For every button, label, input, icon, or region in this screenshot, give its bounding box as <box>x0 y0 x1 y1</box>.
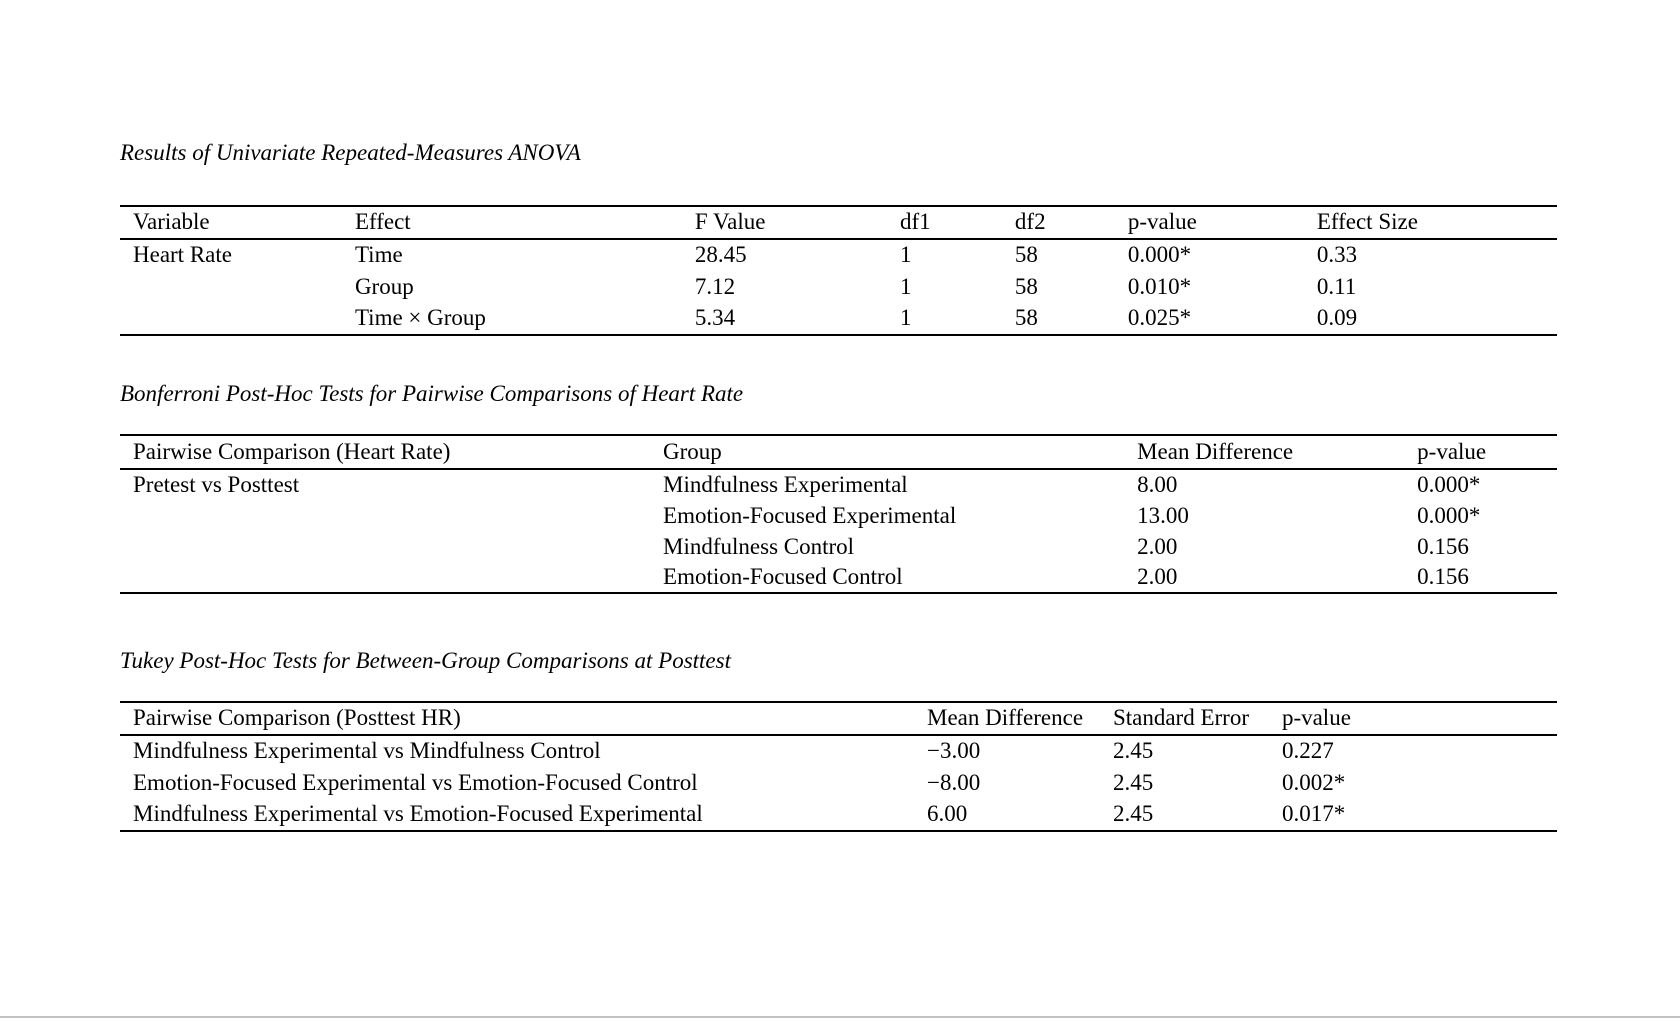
cell-p-value: 0.000* <box>1417 502 1481 528</box>
bonferroni-table-title: Bonferroni Post-Hoc Tests for Pairwise Comparisons of Heart Rate <box>120 380 744 406</box>
table-row <box>120 271 1557 303</box>
cell-p-value: 0.002* <box>1281 769 1346 795</box>
column-header-mean-difference: Mean Difference <box>927 705 1084 731</box>
bonferroni-table <box>120 434 1557 594</box>
cell-df2: 58 <box>1014 305 1038 331</box>
cell-df1: 1 <box>899 305 912 331</box>
cell-pairwise-comparison <box>120 562 663 593</box>
column-header-pairwise-comparison: Pairwise Comparison (Heart Rate) <box>133 439 451 465</box>
cell-pairwise-comparison: Emotion-Focused Experimental vs Emotion-Focused Control <box>133 769 698 795</box>
column-header-mean-difference: Mean Difference <box>1137 439 1294 465</box>
cell-group: Mindfulness Control <box>663 533 855 559</box>
column-header-f-value: F Value <box>694 209 766 235</box>
cell-variable: Heart Rate <box>133 242 232 268</box>
table-row <box>120 303 1557 335</box>
cell-group: Emotion-Focused Control <box>663 564 903 590</box>
cell-group: Emotion-Focused Experimental <box>663 502 957 528</box>
anova-table <box>120 205 1557 336</box>
cell-pairwise-comparison: Pretest vs Posttest <box>133 472 300 498</box>
cell-df2: 58 <box>1014 242 1038 268</box>
column-header-p-value: p-value <box>1281 705 1351 731</box>
cell-mean-difference: −8.00 <box>927 769 981 795</box>
table-row <box>120 767 1557 799</box>
cell-f-value: 7.12 <box>694 273 736 299</box>
table-row <box>120 500 1557 531</box>
cell-p-value: 0.000* <box>1417 472 1481 498</box>
cell-pairwise-comparison <box>120 500 663 531</box>
table-row <box>120 531 1557 562</box>
cell-mean-difference: −3.00 <box>927 738 981 764</box>
cell-mean-difference: 8.00 <box>1137 472 1178 498</box>
page-bottom-divider <box>0 1016 1680 1018</box>
cell-effect: Time × Group <box>354 305 486 331</box>
header-row <box>120 702 1557 735</box>
anova-table-title: Results of Univariate Repeated-Measures ANOVA <box>120 140 581 165</box>
cell-effect-size: 0.33 <box>1316 242 1358 268</box>
cell-pairwise-comparison: Mindfulness Experimental vs Mindfulness Control <box>133 738 601 764</box>
column-header-variable: Variable <box>133 209 210 235</box>
cell-p-value: 0.227 <box>1281 738 1334 764</box>
table-row <box>120 469 1557 500</box>
header-row <box>120 206 1557 239</box>
cell-group: Mindfulness Experimental <box>663 472 908 498</box>
cell-mean-difference: 2.00 <box>1137 533 1178 559</box>
cell-effect: Group <box>354 273 414 299</box>
cell-p-value: 0.156 <box>1417 564 1469 590</box>
cell-mean-difference: 6.00 <box>927 801 968 827</box>
tukey-table <box>120 701 1557 832</box>
cell-p-value: 0.017* <box>1281 801 1346 827</box>
cell-pairwise-comparison: Mindfulness Experimental vs Emotion-Focused Experimental <box>133 801 703 827</box>
tukey-table-title: Tukey Post-Hoc Tests for Between-Group Comparisons at Posttest <box>120 648 731 674</box>
cell-standard-error: 2.45 <box>1112 769 1154 795</box>
cell-f-value: 28.45 <box>694 242 747 268</box>
column-header-df1: df1 <box>899 209 931 235</box>
column-header-standard-error: Standard Error <box>1112 705 1249 731</box>
column-header-df2: df2 <box>1014 209 1046 235</box>
table-row <box>120 562 1557 593</box>
cell-mean-difference: 2.00 <box>1137 564 1178 590</box>
cell-p-value: 0.025* <box>1127 305 1192 331</box>
cell-p-value: 0.010* <box>1127 273 1192 299</box>
cell-df1: 1 <box>899 273 912 299</box>
cell-effect-size: 0.09 <box>1316 305 1358 331</box>
cell-effect: Time <box>354 242 403 268</box>
cell-p-value: 0.000* <box>1127 242 1192 268</box>
header-row <box>120 435 1557 469</box>
table-row <box>120 799 1557 831</box>
column-header-p-value: p-value <box>1417 439 1487 465</box>
column-header-effect: Effect <box>354 209 411 235</box>
cell-standard-error: 2.45 <box>1112 801 1154 827</box>
cell-mean-difference: 13.00 <box>1137 502 1189 528</box>
cell-standard-error: 2.45 <box>1112 738 1154 764</box>
table-row <box>120 735 1557 767</box>
cell-effect-size: 0.11 <box>1316 273 1357 299</box>
cell-variable <box>120 271 355 303</box>
cell-df1: 1 <box>899 242 912 268</box>
cell-f-value: 5.34 <box>694 305 736 331</box>
table-row <box>120 239 1557 271</box>
column-header-group: Group <box>663 439 722 465</box>
column-header-effect-size: Effect Size <box>1316 209 1418 235</box>
document-content <box>120 0 1557 832</box>
cell-p-value: 0.156 <box>1417 533 1469 559</box>
cell-pairwise-comparison <box>120 531 663 562</box>
cell-variable <box>120 303 355 335</box>
cell-df2: 58 <box>1014 273 1038 299</box>
column-header-p-value: p-value <box>1127 209 1197 235</box>
column-header-pairwise-comparison: Pairwise Comparison (Posttest HR) <box>133 705 461 731</box>
